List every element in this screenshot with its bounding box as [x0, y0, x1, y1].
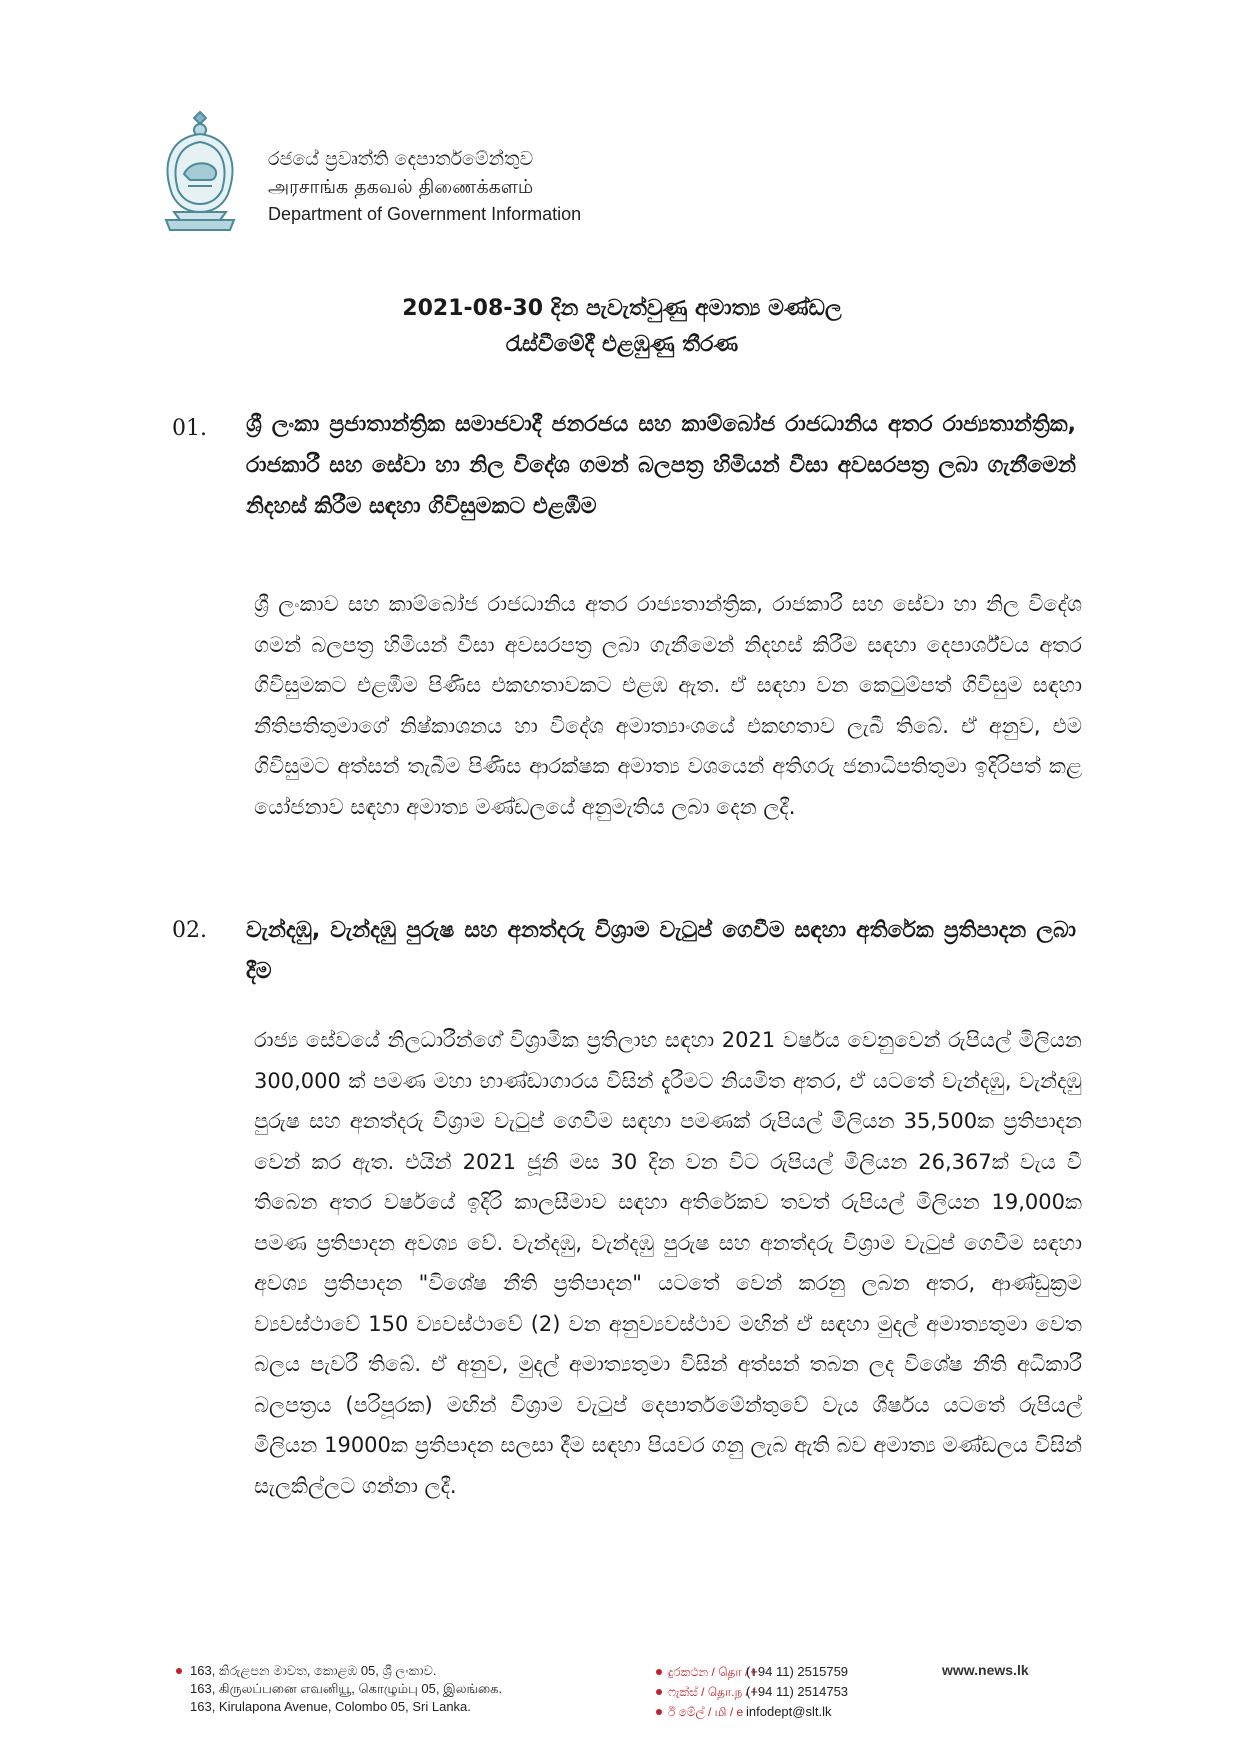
address-english: 163, Kirulapona Avenue, Colombo 05, Sri Lanka.: [190, 1699, 471, 1714]
org-name-sinhala: රජයේ ප්‍රවෘත්ති දෙපාර්තමේන්තුව: [268, 148, 534, 170]
email-link[interactable]: infodept@slt.lk: [746, 1704, 832, 1719]
item-number: 01.: [172, 416, 207, 441]
phone-bullet-icon: [656, 1669, 662, 1675]
item-heading: වැන්දඹු, වැන්දඹු පුරුෂ සහ අනත්දරු විශ්‍රාම වැටුප් ගෙවීම සඳහා අතිරේක ප්‍රතිපාදන ලබා දීම: [246, 918, 1076, 984]
tel-value: (+94 11) 2515759: [746, 1664, 849, 1679]
email-label: ඊ මේල් / மி / e: [668, 1705, 744, 1719]
footer-address: [190, 1662, 502, 1716]
email-bullet-icon: [656, 1709, 662, 1715]
item-heading: ශ්‍රී ලංකා ප්‍රජාතාන්ත්‍රික සමාජවාදී ජනරජය සහ කාම්බෝජ රාජධානිය අතර රාජ්‍යතාන්ත්‍රික, රාජකාරී සහ සේවා හා නිල විදේශ ගමන් බලපත්‍ර හිමියන් වීසා අවසරපත්‍ර ලබා ගැනීමෙන් නිදහස් කිරීම සඳහා ගිවිසුමකට එළඹීම: [246, 412, 1076, 519]
fax-bullet-icon: [656, 1689, 662, 1695]
tel-label: දුරකථන / தொ / t: [668, 1665, 755, 1679]
website-link[interactable]: www.news.lk: [942, 1662, 1029, 1678]
document-title-line-1: 2021-08-30 දින පැවැත්වුණු අමාත්‍ය මණ්ඩල: [402, 296, 842, 321]
state-emblem-logo: [160, 108, 240, 233]
address-tamil: 163, கிருலப்பனை எவனியூ, கொழும்பு 05, இலங்கை.: [190, 1681, 503, 1696]
fax-label: ෆැක්ස් / தொ.ந / f: [668, 1685, 756, 1699]
fax-value: (+94 11) 2514753: [746, 1684, 849, 1699]
item-number: 02.: [172, 918, 207, 943]
document-title-line-2: රැස්වීමේදී එළඹුණු තීරණ: [505, 332, 739, 357]
org-name-tamil: அரசாங்க தகவல் திணைக்களம்: [268, 176, 534, 198]
item-body-paragraph: රාජ්‍ය සේවයේ නිලධාරීන්ගේ විශ්‍රාමික ප්‍රතිලාභ සඳහා 2021 වර්ෂය වෙනුවෙන් රුපියල් මිලියන 300,000 ක් පමණ මහා භාණ්ඩාගාරය විසින් දැරීමට නියමිත අතර, ඒ යටතේ වැන්දඹු, වැන්දඹු පුරුෂ සහ අනත්දරු විශ්‍රාම වැටුප් ගෙවීම සඳහා පමණක් රුපියල් මිලියන 35,500ක ප්‍රතිපාදන වෙන් කර ඇත. එයින් 2021 ජූනි මස 30 දින වන විට රුපියල් මිලියන 26,367ක් වැය වී තිබෙන අතර වර්ෂයේ ඉදිරි කාලසීමාව සඳහා අතිරේකව තවත් රුපියල් මිලියන 19,000ක පමණ ප්‍රතිපාදන අවශ්‍ය වේ. වැන්දඹු, වැන්දඹු පුරුෂ සහ අනත්දරු විශ්‍රාම වැටුප් ගෙවීම සඳහා අවශ්‍ය ප්‍රතිපාදන "විශේෂ නීති ප්‍රතිපාදන" යටතේ වෙන් කරනු ලබන අතර, ආණ්ඩුක්‍රම ව්‍යවස්ථාවේ 150 ව්‍යවස්ථාවේ (2) වන අනුව්‍යවස්ථාව මඟින් ඒ සඳහා මුදල් අමාත්‍යතුමා වෙත බලය පැවරී තිබේ. ඒ අනුව, මුදල් අමාත්‍යතුමා විසින් අත්සන් තබන ලද විශේෂ නීති අධිකාරී බලපත්‍රය (පරිපූරක) මඟින් විශ්‍රාම වැටුප් දෙපාර්තමේන්තුවේ වැය ශීර්ෂය යටතේ රුපියල් මිලියන 19000ක ප්‍රතිපාදන සලසා දීම සඳහා පියවර ගනු ලැබ ඇති බව අමාත්‍ය මණ්ඩලය විසින් සැලකිල්ලට ගන්නා ලදී.: [254, 1028, 1083, 1498]
bullet-icon: [176, 1668, 182, 1674]
address-sinhala: 163, කිරුළපන මාවත, කොළඹ 05, ශ්‍රී ලංකාව.: [190, 1663, 437, 1678]
footer-contact: [668, 1662, 848, 1722]
item-body-paragraph: ශ්‍රී ලංකාව සහ කාම්බෝජ රාජධානිය අතර රාජ්‍යතාන්ත්‍රික, රාජකාරී සහ සේවා හා නිල විදේශ ගමන් බලපත්‍ර හිමියන් වීසා අවසරපත්‍ර ලබා ගැනීමෙන් නිදහස් කිරීම සඳහා දෙපාර්ශ්වය අතර ගිවිසුමකට එළඹීම පිණිස එකඟතාවකට එළඹ ඇත. ඒ සඳහා වන කෙටුම්පත් ගිවිසුම සඳහා නීතිපතිතුමාගේ නිෂ්කාශනය හා විදේශ අමාත්‍යාංශයේ එකඟතාව ලැබී තිබේ. ඒ අනුව, එම ගිවිසුමට අත්සන් තැබීම පිණිස ආරක්ෂක අමාත්‍ය වශයෙන් අතිගරු ජනාධිපතිතුමා ඉදිරිපත් කළ යෝජනාව සඳහා අමාත්‍ය මණ්ඩලයේ අනුමැතිය ලබා දෙන ලදී.: [254, 592, 1082, 819]
org-name-english: Department of Government Information: [268, 204, 582, 224]
